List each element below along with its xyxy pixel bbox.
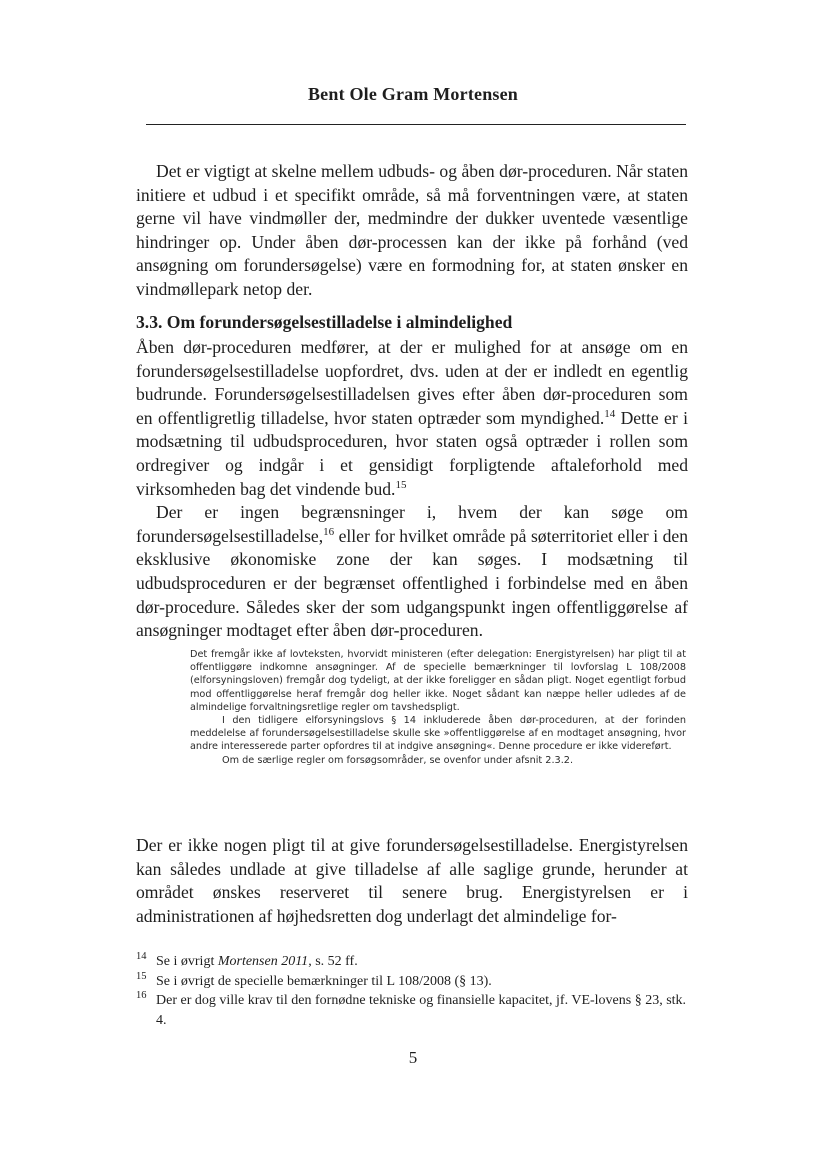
note-1: Det fremgår ikke af lovteksten, hvorvidt ministeren (efter delegation: Energistyrelsen) har pligt til at offentliggøre indkomne ansøgninger. Af de specielle bemærkninger til lovforslag L 108/2008 (elforsyningsloven) fremgår dog tydeligt, at der ikke foreligger en sådan pligt. Noget egentligt forbud mod offentliggørelse heraf fremgår dog heller ikke. Noget sådant kan næppe heller udledes af de almindelige forvaltningsretlige regler om tavshedspligt. bbox=[190, 649, 686, 713]
section-p1-text-a: Åben dør-proceduren medfører, at der er mulighed for at ansøge om en forundersøgelsestilladelse uopfordret, dvs. uden at der er indledt en egentlig budrunde. Forundersøgelsestilladelsen gives efter åben dør-proceduren som en offentligretlig tilladelse, hvor staten optræder som myndighed. bbox=[136, 337, 688, 428]
footnote-citation: Mortensen 2011 bbox=[217, 954, 309, 969]
intro-paragraph bbox=[136, 160, 688, 302]
footnote-ref-16[interactable]: 16 bbox=[323, 525, 335, 538]
footnote-number: 16 bbox=[136, 990, 147, 1001]
paragraph-1: Det er vigtigt at skelne mellem udbuds- og åben dør-proceduren. Når staten initiere et udbud i et specifikt område, så må forventningen være, at staten gerne vil have vindmøller der, medmindre der dukker uventede væsentlige hindringer op. Under åben dør-processen kan der ikke på forhånd (ved ansøgning om forundersøgelse) være en formodning for, at staten ønsker en vindmøllepark netop der. bbox=[136, 161, 688, 299]
running-header: Bent Ole Gram Mortensen bbox=[307, 84, 519, 104]
section-p2-text-a: Der er ingen begrænsninger i, hvem der kan søge om forundersøgelsestilladelse, bbox=[136, 502, 688, 546]
footnote-text-tail: , s. 52 ff. bbox=[308, 954, 358, 969]
footnote-number: 15 bbox=[136, 970, 147, 982]
closing-paragraph bbox=[136, 834, 688, 928]
header-rule bbox=[146, 124, 686, 125]
note-3: Om de særlige regler om forsøgsområder, se ovenfor under afsnit 2.3.2. bbox=[222, 754, 574, 766]
footnote-number: 14 bbox=[136, 951, 147, 962]
note-2: I den tidligere elforsyningslovs § 14 inkluderede åben dør-proceduren, at der forinden meddelelse af forundersøgelsestilladelse skulle ske »offentliggørelse af en modtaget ansøgning, hvor andre interesserede parter opfordres til at indgive ansøgning«. Denne procedure er ikke videreført. bbox=[190, 715, 686, 753]
section-paragraph-1 bbox=[136, 336, 688, 501]
footnote-14 bbox=[136, 952, 696, 972]
footnote-15 bbox=[136, 972, 696, 992]
footnotes bbox=[136, 952, 696, 1030]
footnote-text: Se i øvrigt de specielle bemærkninger til L 108/2008 (§ 13). bbox=[156, 973, 492, 989]
footnote-text: Se i øvrigt bbox=[156, 954, 218, 969]
paragraph-3: Der er ikke nogen pligt til at give forundersøgelsestilladelse. Energistyrelsen kan således undlade at give tilladelse af alle saglige grunde, herunder at området ønskes reserveret til senere brug. Energistyrelsen er i administrationen af højhedsretten dog underlagt det almindelige for- bbox=[136, 835, 688, 926]
footnote-text: Der er dog ville krav til den fornødne tekniske og finansielle kapacitet, jf. VE-lovens § 23, stk. 4. bbox=[156, 993, 687, 1028]
page-number: 5 bbox=[408, 1048, 418, 1067]
footnote-ref-15[interactable]: 15 bbox=[395, 478, 407, 491]
footnote-ref-14[interactable]: 14 bbox=[604, 407, 616, 420]
small-print-notes bbox=[190, 648, 686, 767]
footnote-16 bbox=[136, 991, 696, 1030]
section-paragraph-2 bbox=[136, 501, 688, 643]
section-p2-text-b: eller for hvilket område på søterritoriet eller i den eksklusive økonomiske zone der kan søges. I modsætning til udbudsproceduren er der begrænset offentlighed i forbindelse med en åben dør-procedure. Således sker der som udgangspunkt ingen offentliggørelse af ansøgninger modtaget efter åben dør-proceduren. bbox=[136, 525, 688, 641]
section-body bbox=[136, 336, 688, 643]
section-p1-text-b: Dette er i modsætning til udbudsproceduren, hvor staten også optræder i rollen som ordregiver og indgår i et gensidigt forpligtende aftaleforhold med virksomheden bag det vindende bud. bbox=[136, 407, 688, 499]
section-heading: 3.3. Om forundersøgelsestilladelse i almindelighed bbox=[136, 312, 513, 332]
